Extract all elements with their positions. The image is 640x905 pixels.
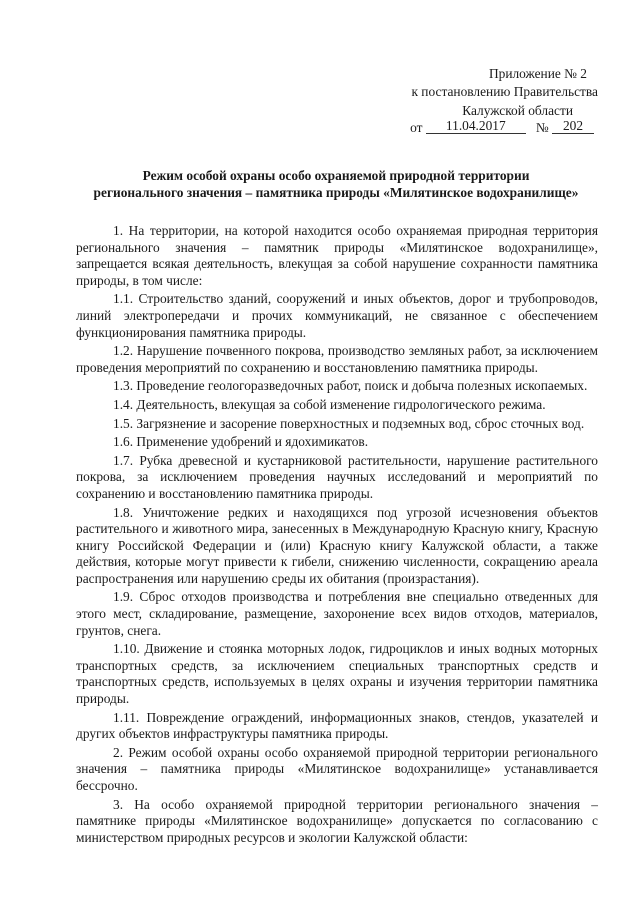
paragraph-1-8: 1.8. Уничтожение редких и находящихся под угрозой исчезновения объектов растительного и животного мира, занесенных в Международную Красную книгу, Красную книгу Российской Федерации и (или) Красную книгу Калужской области, а также действия, которые могут привести к гибели, снижению численности, сокращению ареала распространения или нарушению среды их обитания (произрастания).: [76, 504, 598, 586]
resolution-date: 11.04.2017: [426, 118, 526, 134]
paragraph-1: 1. На территории, на которой находится особо охраняемая природная территория регионального значения – памятник природы «Милятинское водохранилище», запрещается всякая деятельность, влекущая за собой нарушение сохранности памятника природы, в том числе:: [76, 223, 598, 288]
document-body: [76, 223, 598, 846]
paragraph-1-10: 1.10. Движение и стоянка моторных лодок, гидроциклов и иных водных моторных транспортных средств, за исключением специальных транспортных средств и транспортных средств, используемых в целях охраны и изучения территории памятника природы.: [76, 641, 598, 707]
paragraph-1-11: 1.11. Повреждение ограждений, информационных знаков, стендов, указателей и других объектов инфраструктуры памятника природы.: [76, 709, 598, 742]
paragraph-1-9: 1.9. Сброс отходов производства и потребления вне специально отведенных для этого мест, складирование, размещение, захоронение всех видов отходов, материалов, грунтов, снега.: [76, 589, 598, 638]
paragraph-1-7: 1.7. Рубка древесной и кустарниковой растительности, нарушение растительного покрова, за исключением проведения научных исследований и мероприятий по сохранению и восстановлению памятника природы.: [76, 452, 598, 501]
from-label: от: [410, 120, 423, 135]
appendix-label: Приложение № 2: [488, 66, 587, 81]
paragraph-1-4: 1.4. Деятельность, влекущая за собой изменение гидрологического режима.: [113, 396, 546, 412]
resolution-number: 202: [552, 118, 594, 134]
paragraph-1-2: 1.2. Нарушение почвенного покрова, производство земляных работ, за исключением проведения мероприятий по сохранению и восстановлению памятника природы.: [76, 343, 598, 375]
resolution-date-number: [410, 120, 594, 137]
document-title: [76, 167, 596, 201]
paragraph-3: 3. На особо охраняемой природной территории регионального значения – памятнике природы «Милятинское водохранилище» допускается по согласованию с министерством природных ресурсов и экологии Калужской области:: [76, 796, 598, 845]
title-line-1: Режим особой охраны особо охраняемой природной территории: [142, 168, 530, 183]
paragraph-1-6: 1.6. Применение удобрений и ядохимикатов.: [113, 434, 369, 450]
region-name: Калужской области: [462, 103, 573, 118]
paragraph-1-5: 1.5. Загрязнение и засорение поверхностных и подземных вод, сброс сточных вод.: [113, 415, 585, 431]
paragraph-1-1: 1.1. Строительство зданий, сооружений и иных объектов, дорог и трубопроводов, линий электропередачи и прочих коммуникаций, не связанное с обеспечением функционирования памятника природы.: [76, 291, 598, 340]
paragraph-2: 2. Режим особой охраны особо охраняемой природной территории регионального значения – памятника природы «Милятинское водохранилище» устанавливается бессрочно.: [76, 744, 598, 793]
number-label: №: [535, 120, 549, 135]
title-line-2: регионального значения – памятника природы «Милятинское водохранилище»: [93, 185, 579, 200]
paragraph-1-3: 1.3. Проведение геологоразведочных работ, поиск и добыча полезных ископаемых.: [113, 378, 588, 394]
resolution-reference: к постановлению Правительства: [411, 84, 598, 99]
